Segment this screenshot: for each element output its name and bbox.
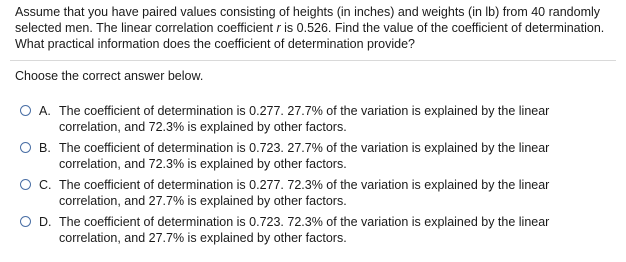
question-part-2: is 0.526. Find the value of the coefficient of determination. What practical information does the coefficient of determination provide?: [15, 21, 605, 51]
choice-text: The coefficient of determination is 0.723. 27.7% of the variation is explained by the linear correlation, and 72.3% is explained by other factors.: [59, 141, 550, 171]
choice-text: The coefficient of determination is 0.277. 72.3% of the variation is explained by the linear correlation, and 27.7% is explained by other factors.: [59, 178, 550, 208]
choice-letter: C.: [39, 178, 52, 192]
radio-button-b[interactable]: [20, 142, 31, 153]
choice-b[interactable]: [15, 140, 615, 177]
choice-letter: D.: [39, 215, 52, 229]
radio-button-a[interactable]: [20, 105, 31, 116]
question-part-1: Assume that you have paired values consisting of heights (in inches) and weights (in lb) from 40 randomly selected men. The linear correlation coefficient: [15, 5, 601, 35]
radio-button-c[interactable]: [20, 179, 31, 190]
choice-letter: B.: [39, 141, 51, 155]
choice-letter: A.: [39, 104, 51, 118]
r-symbol: r: [276, 21, 281, 35]
question-text: [15, 4, 620, 52]
radio-button-d[interactable]: [20, 216, 31, 227]
choice-d[interactable]: [15, 214, 615, 251]
choice-text: The coefficient of determination is 0.723. 72.3% of the variation is explained by the linear correlation, and 27.7% is explained by other factors.: [59, 215, 550, 245]
choice-a[interactable]: [15, 103, 615, 140]
instruction-text: Choose the correct answer below.: [15, 69, 204, 83]
choice-c[interactable]: [15, 177, 615, 214]
choice-text: The coefficient of determination is 0.277. 27.7% of the variation is explained by the linear correlation, and 72.3% is explained by other factors.: [59, 104, 550, 134]
answer-choices: [15, 103, 615, 251]
divider: [10, 60, 616, 61]
